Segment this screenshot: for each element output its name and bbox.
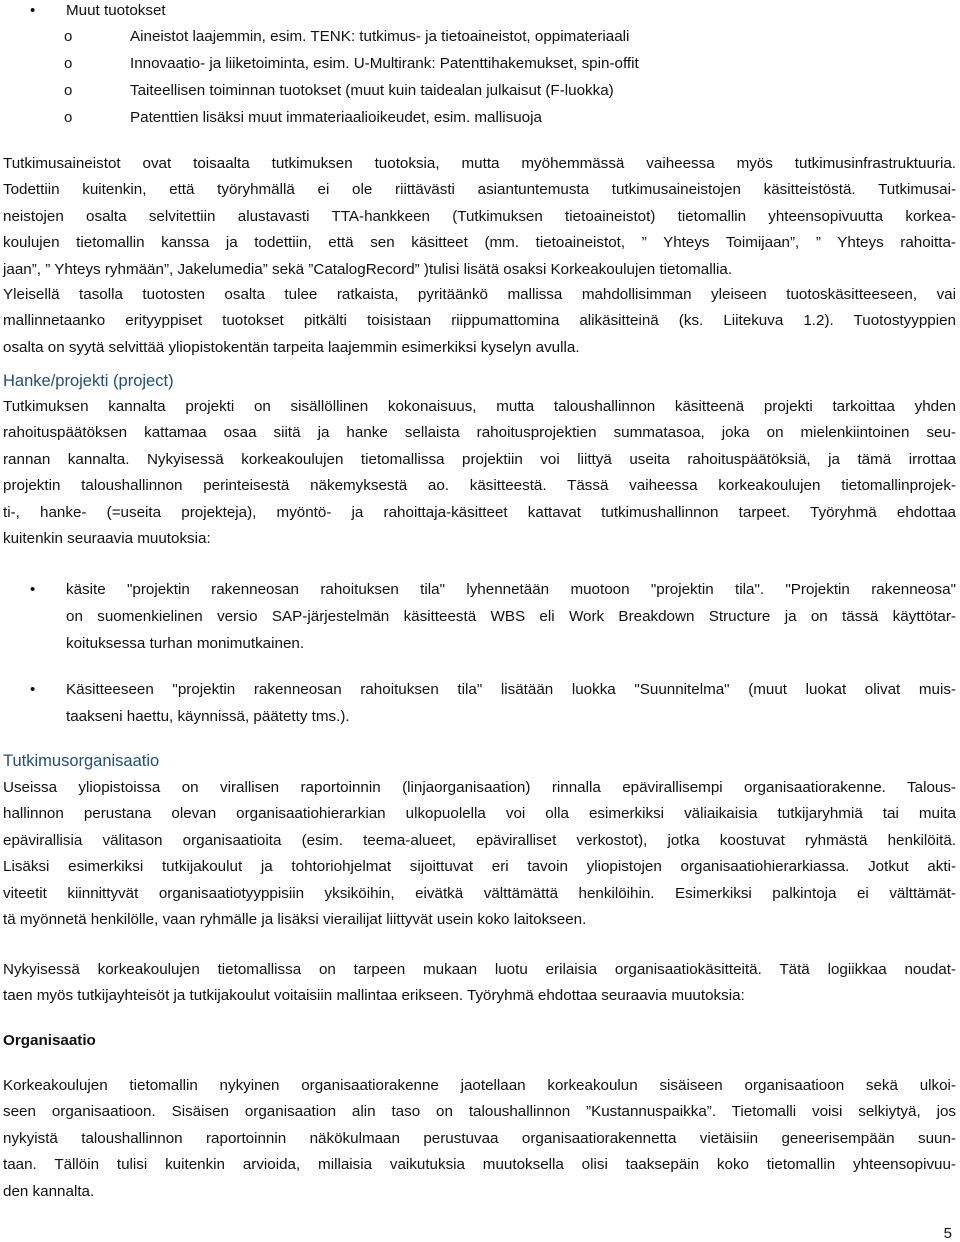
text-line: hallinnon perustana olevan organisaatiohierarkian ulkopuolella voi olla esimerkiksi väliaikaisia tutkijaryhmiä tai muita [3,805,956,823]
sub-list-item [0,108,960,135]
text-line: Korkeakoulujen tietomallin nykyinen organisaatiorakenne jaotellaan korkeakoulun sisäiseen organisaatioon sekä ulkoi- [3,1077,956,1094]
sub-list-item-label: Aineistot laajemmin, esim. TENK: tutkimus- ja tietoaineistot, oppimateriaali [130,28,630,45]
sub-bullet-marker: o [64,109,73,126]
sub-bullet-marker: o [64,55,73,72]
text-line: neistojen osalta selvitettiin alustavasti TTA-hankkeen (Tutkimuksen tietoaineistot) tietomallin yhteensopivuutta korkea- [3,207,956,225]
text-line: jaan”, ” Yhteys ryhmään”, Jakelumedia” sekä ”CatalogRecord” )tulisi lisätä osaksi Korkeakoulujen tietomallia. [3,260,733,278]
text-line: den kannalta. [3,1182,95,1200]
list-item-label: Muut tuotokset [66,2,166,19]
section-heading-tutkimusorganisaatio: Tutkimusorganisaatio [3,752,160,770]
sub-list-item [0,27,960,54]
text-line: osalta on syytä selvittää yliopistokentän tarpeita laajemmin esimerkiksi kyselyn avulla. [3,338,580,356]
text-line: on suomenkielinen versio SAP-järjestelmän käsitteestä WBS eli Work Breakdown Structure ja on tässä käyttötar- [66,608,956,625]
sub-list-item-label: Innovaatio- ja liiketoiminta, esim. U-Multirank: Patenttihakemukset, spin-offit [130,55,639,72]
text-line: Todettiin kuitenkin, että työryhmällä ei ole riittävästi asiantuntemusta tutkimusaineistojen käsitteistöstä. Tutkimusai- [3,181,956,199]
text-line: taen myös tutkijayhteisöt ja tutkijakoulut voitaisiin mallintaa erikseen. Työryhmä ehdottaa seuraavia muutoksia: [3,987,745,1005]
text-line: koulujen tietomallin kanssa ja todettiin, että sen käsitteet (mm. tietoaineistot, ” Yhteys Toimijaan”, ” Yhteys rahoitta- [3,234,956,252]
text-line: nykyistä taloushallinnon raportoinnin näkökulmaan perustuvaa organisaatiorakennetta vietäisiin geneerisempään suun- [3,1129,956,1147]
sub-bullet-marker: o [64,82,73,99]
bullet-marker: • [30,581,36,598]
text-line: taakseni haettu, käynnissä, päätetty tms.). [66,708,350,725]
text-line: kuitenkin seuraavia muutoksia: [3,529,211,547]
text-line: käsite "projektin rakenneosan rahoituksen tila" lyhennetään muotoon "projektin tila". "Projektin rakenneosa" [66,581,956,598]
section-heading-hanke: Hanke/projekti (project) [3,372,174,390]
text-line: rannan kannalta. Nykyisessä korkeakoulujen tietomallissa projektiin voi liittyä useita rahoituspäätöksiä, ja tämä irrottaa [3,450,956,468]
sub-list-item-label: Taiteellisen toiminnan tuotokset (muut kuin taidealan julkaisut (F-luokka) [130,82,614,99]
text-line: Tutkimusaineistot ovat toisaalta tutkimuksen tuotoksia, mutta myöhemmässä vaiheessa myös tutkimusinfrastruktuuria. [3,155,956,172]
text-line: Lisäksi esimerkiksi tutkijakoulut ja tohtoriohjelmat sijoittuvat eri tavoin yliopistojen organisaatiohierarkiassa. Jotkut akti- [3,858,956,876]
text-line: viteetit kiinnittyvät organisaatiotyyppisiin yksiköihin, eivätkä välttämättä henkilöihin. Esimerkiksi palkintoja ei välttämät- [3,884,956,902]
subheading-organisaatio: Organisaatio [3,1032,96,1049]
text-line: Käsitteeseen "projektin rakenneosan rahoituksen tila" lisätään luokka "Suunnitelma" (muut luokat olivat muis- [66,681,956,698]
text-line: epävirallisia välitason organisaatioita (esim. teema-alueet, epäviralliset verkostot), jotka koostuvat ryhmästä henkilöitä. [3,831,956,849]
paragraph-tutkimusaineistot [3,151,956,283]
text-line: taan. Tällöin tulisi kuitenkin arvioida, millaisia vaikutuksia muutoksella olisi taaksepäin koko tietomallin yhteensopivuu- [3,1156,956,1174]
sub-list-item-label: Patenttien lisäksi muut immateriaalioikeudet, esim. mallisuoja [130,109,542,126]
text-line: tä myönnetä henkilölle, vaan ryhmälle ja lisäksi vierailijat liittyvät usein koko laitokseen. [3,910,587,928]
text-line: rahoituspäätöksen kattamaa osaa siitä ja hanke sellaista rahoitusprojektien summatasoa, joka on mielenkiintoinen seu- [3,424,956,442]
paragraph-projekti [3,394,956,552]
list-item-muut-tuotokset [0,0,960,20]
text-line: Yleisellä tasolla tuotosten osalta tulee ratkaista, pyritäänkö mallissa mahdollisimman yleiseen tuotoskäsitteeseen, vai [3,286,956,303]
paragraph-organisaatio [3,1073,956,1205]
page-number: 5 [943,1225,952,1242]
paragraph-organisaatiokasitteet [3,957,956,1010]
paragraph-tutkimusorganisaatio [3,775,956,933]
text-line: Nykyisessä korkeakoulujen tietomallissa on tarpeen mukaan luotu erilaisia organisaatiokäsitteitä. Tätä logiikkaa noudat- [3,961,956,978]
text-line: mallinnetaanko erityyppiset tuotokset pitkälti toisistaan riippumattomina alikäsitteinä (ks. Liitekuva 1.2). Tuotostyyppien [3,312,956,330]
bullet-text [66,676,956,730]
text-line: seen organisaatioon. Sisäisen organisaation alin taso on taloushallinnon ”Kustannuspaikka”. Tietomalli voisi selkiytyä, jos [3,1103,956,1121]
sub-list-item [0,54,960,81]
text-line: Tutkimuksen kannalta projekti on sisällöllinen kokonaisuus, mutta taloushallinnon käsitteenä projekti tarkoittaa yhden [3,398,956,415]
bullet-marker: • [30,681,36,698]
paragraph-tuotokset [3,282,956,361]
sub-list-item [0,81,960,108]
text-line: projektin taloushallinnon perinteisestä näkemyksestä ao. käsitteestä. Tässä vaiheessa korkeakoulujen tietomallinprojek- [3,477,956,495]
bullet-marker: • [30,2,36,19]
sub-bullet-marker: o [64,28,73,45]
text-line: Useissa yliopistoissa on virallisen raportoinnin (linjaorganisaation) rinnalla epävirallisempi organisaatiorakenne. Talous- [3,779,956,796]
bullet-text [66,576,956,657]
text-line: ti-, hanke- (=useita projekteja), myöntö- ja rahoittaja-käsitteet kattavat tutkimushallinnon tarpeet. Työryhmä ehdottaa [3,503,956,521]
text-line: koituksessa turhan monimutkainen. [66,635,305,652]
